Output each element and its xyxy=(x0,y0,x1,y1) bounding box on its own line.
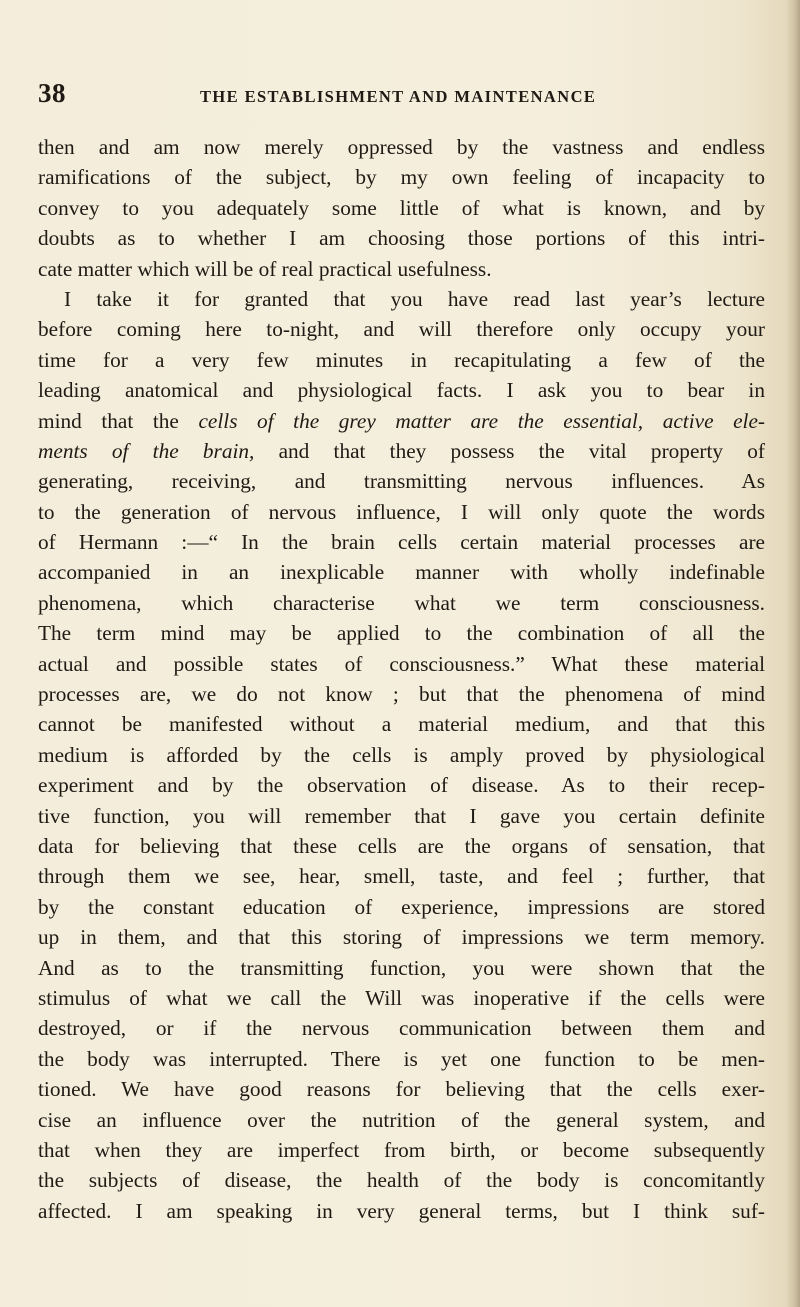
text-line xyxy=(38,406,765,436)
page-number: 38 xyxy=(38,78,66,108)
text-line: generating, receiving, and transmitting nervous influences. As xyxy=(38,469,765,494)
text-line: time for a very few minutes in recapitulating a few of the xyxy=(38,347,765,372)
running-title: THE ESTABLISHMENT AND MAINTENANCE xyxy=(200,87,597,106)
text-line: processes are, we do not know ; but that the phenomena of mind xyxy=(38,682,765,707)
text-line: doubts as to whether I am choosing those portions of this intri- xyxy=(38,226,765,251)
text-line: ramifications of the subject, by my own feeling of incapacity to xyxy=(38,165,765,190)
text-line: by the constant education of experience, impressions are stored xyxy=(38,894,765,919)
text-line: then and am now merely oppressed by the vastness and endless xyxy=(38,135,765,159)
text-span: mind that the xyxy=(38,408,179,433)
text-line xyxy=(38,436,765,466)
emphasis-text: cells of the grey matter are the essential, active ele- xyxy=(198,408,766,433)
text-line: affected. I am speaking in very general terms, but I think suf- xyxy=(38,1198,765,1223)
body-text xyxy=(38,132,765,1226)
text-line: the body was interrupted. There is yet one function to be men- xyxy=(38,1046,765,1071)
text-line: phenomena, which characterise what we term consciousness. xyxy=(38,590,765,615)
text-line: experiment and by the observation of disease. As to their recep- xyxy=(38,773,765,798)
text-line: of Hermann :—“ In the brain cells certain material processes are xyxy=(38,530,765,555)
text-line: leading anatomical and physiological facts. I ask you to bear in xyxy=(38,378,765,403)
text-line: to the generation of nervous influence, I will only quote the words xyxy=(38,499,765,524)
text-line: destroyed, or if the nervous communication between them and xyxy=(38,1016,765,1041)
text-line: up in them, and that this storing of impressions we term memory. xyxy=(38,925,765,950)
text-line: medium is afforded by the cells is amply proved by physiological xyxy=(38,742,765,767)
text-line: I take it for granted that you have read last year’s lecture xyxy=(64,286,765,311)
text-line: the subjects of disease, the health of the body is concomitantly xyxy=(38,1168,765,1193)
text-span: and that they possess the vital property of xyxy=(278,438,766,463)
text-line: The term mind may be applied to the combination of all the xyxy=(38,621,765,646)
text-line: through them we see, hear, smell, taste, and feel ; further, that xyxy=(38,864,765,889)
text-line: tioned. We have good reasons for believing that the cells exer- xyxy=(38,1077,765,1102)
text-line: cannot be manifested without a material medium, and that this xyxy=(38,712,765,737)
text-line: cate matter which will be of real practical usefulness. xyxy=(38,256,492,281)
emphasis-text: ments of the brain, xyxy=(38,438,255,463)
text-line: cise an influence over the nutrition of the general system, and xyxy=(38,1107,765,1132)
text-line: before coming here to-night, and will therefore only occupy your xyxy=(38,317,765,342)
page-header xyxy=(38,78,768,110)
text-line: that when they are imperfect from birth, or become subsequently xyxy=(38,1137,765,1162)
text-line: convey to you adequately some little of what is known, and by xyxy=(38,195,765,220)
text-line: accompanied in an inexplicable manner with wholly indefinable xyxy=(38,560,765,585)
page-edge-shadow xyxy=(786,0,800,1307)
text-line: actual and possible states of consciousness.” What these material xyxy=(38,651,765,676)
text-line: And as to the transmitting function, you were shown that the xyxy=(38,955,765,980)
text-line: stimulus of what we call the Will was inoperative if the cells were xyxy=(38,985,765,1010)
text-line: tive function, you will remember that I gave you certain definite xyxy=(38,803,765,828)
text-line: data for believing that these cells are the organs of sensation, that xyxy=(38,833,765,858)
